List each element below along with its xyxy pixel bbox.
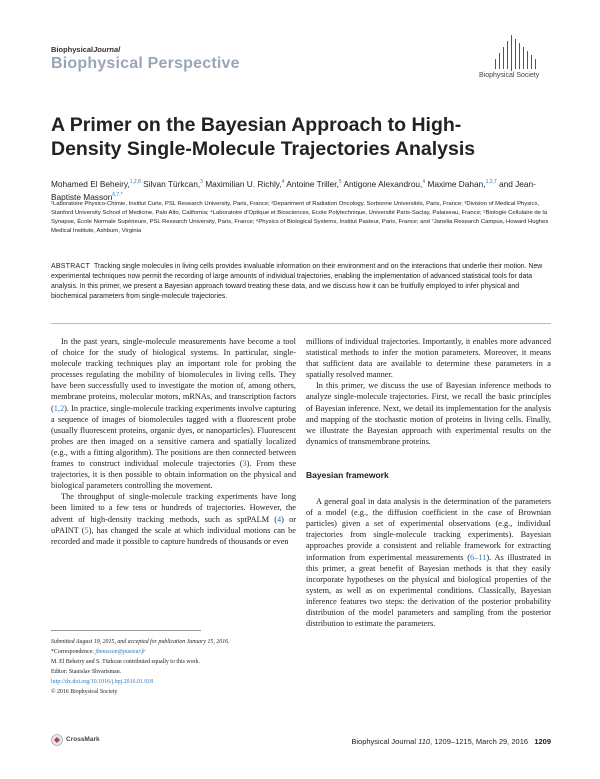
- author-list: [51, 177, 551, 203]
- reference-link[interactable]: 3: [242, 459, 247, 469]
- author: Mohamed El Beheiry,$^{1,2,8}$: [51, 178, 141, 189]
- body-column-left: [51, 336, 296, 547]
- reference-link[interactable]: 4: [277, 514, 282, 524]
- abstract: [51, 262, 551, 302]
- paragraph: The throughput of single-molecule tracking experiments have long been limited to a few tens or hundreds of trajectories. However, the advent of high-density tracking methods, such as sptPALM (4) or uPAINT (5), has changed the scale at which individual motions can be recorded and made it possible to capture hundreds of thousands or even: [51, 492, 296, 546]
- author: Antigone Alexandrou,$^4$: [341, 178, 426, 189]
- author: and Jean-Baptiste Masson$^{6,7,*}$: [51, 178, 536, 202]
- reference-link[interactable]: 1,2: [53, 403, 65, 413]
- paragraph: A general goal in data analysis is the determination of the parameters of a model (e.g., the diffusion coefficient in the case of Brownian particles) given a set of experimental observations (e.g., individual trajectories from single-molecule tracking experiments). Bayesian approaches provide a consistent and reliable framework for extracting information from experimental measurements (6–11). As illustrated in this primer, a great benefit of Bayesian methods is that they easily incorporate hypotheses on the physical and biological properties of the system, as well as on experimental conditions. Classically, Bayesian inference features two steps: the derivation of the posterior probability distribution of the model parameters and sampling from the posterior distribution to estimate the parameters.: [306, 497, 551, 629]
- society-name: Biophysical Society: [479, 72, 540, 79]
- footnotes: [51, 637, 296, 697]
- paragraph: millions of individual trajectories. Importantly, it enables more advanced statistical methods to infer the motion parameters. Moreover, it means that sufficient data are available to determine these parameters in a spatially resolved manner.: [306, 337, 551, 380]
- affiliations: ¹Laboratoire Physico-Chimie, Institut Curie, PSL Research University, Paris, France; ²Department of Radiation Oncology, Sorbonne Universités, Paris, France; ³Division of Medical Physics, Stanford University School of Medicine, Palo Alto, California; ⁴Laboratoire d'Optique et Biosciences, Ecole Polytechnique, Université Paris-Saclay, Palaiseau, France; ⁵Biologie Cellulaire de la Synapse, École Normale Supérieure, PSL Research University, Paris, France; ⁶Physics of Biological Systems, Institut Pasteur, Paris, France; and ⁷Janelia Research Campus, Howard Hughes Medical Institute, Ashburn, Virginia: [51, 201, 549, 234]
- page-footer: Biophysical Journal 110, 1209–1215, March 29, 2016 1209: [351, 737, 551, 746]
- reference-link[interactable]: 6–11: [470, 552, 487, 562]
- abstract-text: Tracking single molecules in living cells provides invaluable information on their environment and on the interactions that underlie their motion. New experimental techniques now permit the recording of large amounts of individual trajectories, enabling the implementation of advanced statistical tools for data analysis. In this primer, we present a Bayesian approach toward treating these data, and we discuss how it can be fruitfully employed to infer physical and biochemical parameters from single-molecule trajectories.: [51, 263, 543, 300]
- correspondence: *Correspondence: jbmasson@pasteur.fr: [51, 649, 146, 655]
- divider: [51, 323, 551, 324]
- equal-contribution-note: M. El Beheiry and S. Türkcan contributed equally to this work.: [51, 659, 200, 665]
- paragraph: In this primer, we discuss the use of Bayesian inference methods to analyze single-molecule trajectories. First, we recall the basic principles of Bayesian inference. Next, we detail its implementation for the analysis and mapping of the stochastic motion of proteins in living cells. Finally, we illustrate the Bayesian approach with experimental results on the dynamics of transmembrane proteins.: [306, 381, 551, 446]
- section-heading: Bayesian framework: [306, 469, 389, 480]
- section-label: Biophysical Perspective: [51, 55, 240, 72]
- biophysical-society-logo: [481, 33, 553, 73]
- abstract-label: ABSTRACT: [51, 263, 91, 270]
- footnote-divider: [51, 630, 201, 631]
- reference-link[interactable]: 5: [84, 525, 89, 535]
- author: Maxime Dahan,$^{1,2,7}$: [427, 178, 497, 189]
- crossmark-label: CrossMark: [66, 736, 100, 743]
- page-number: 1209: [534, 737, 551, 746]
- article-title: A Primer on the Bayesian Approach to High-Density Single-Molecule Trajectories Analysis: [51, 114, 476, 160]
- copyright: © 2016 Biophysical Society: [51, 689, 118, 695]
- author: Silvan Türkcan,$^3$: [140, 178, 203, 189]
- editor-note: Editor: Stanislav Shvartsman.: [51, 669, 122, 675]
- submission-note: Submitted August 19, 2015, and accepted for publication January 15, 2016.: [51, 639, 230, 645]
- correspondence-email-link[interactable]: jbmasson@pasteur.fr: [95, 649, 146, 655]
- doi-link[interactable]: http://dx.doi.org/10.1016/j.bpj.2016.01.018: [51, 679, 154, 685]
- author: Maximilian U. Richly,$^4$: [202, 178, 285, 189]
- body-column-right: [306, 336, 551, 629]
- author: Antoine Triller,$^5$: [284, 178, 342, 189]
- paragraph: In the past years, single-molecule measurements have become a tool of choice for the study of biological systems. In particular, single-molecule tracking techniques play an important role for probing the processes regulating the mobility of biomolecules in living cells. They have been successfully used to investigate the motion of, among others, membrane proteins, molecular motors, mRNAs, and transcription factors (1,2). In practice, single-molecule tracking experiments involve capturing a sequence of images of biomolecules tagged with a fluorescent probe (usually fluorescent proteins, organic dyes, or nanoparticles). Fluorescent probes are then imaged on a sensitive camera and spatially localized (e.g., with a fitting algorithm). The positions are then connected between frames to construct individual molecule trajectories (3). From these trajectories, it is then possible to obtain information on the physical and biological parameters controlling the movement.: [51, 337, 297, 491]
- journal-name: BiophysicalJournal: [51, 45, 121, 54]
